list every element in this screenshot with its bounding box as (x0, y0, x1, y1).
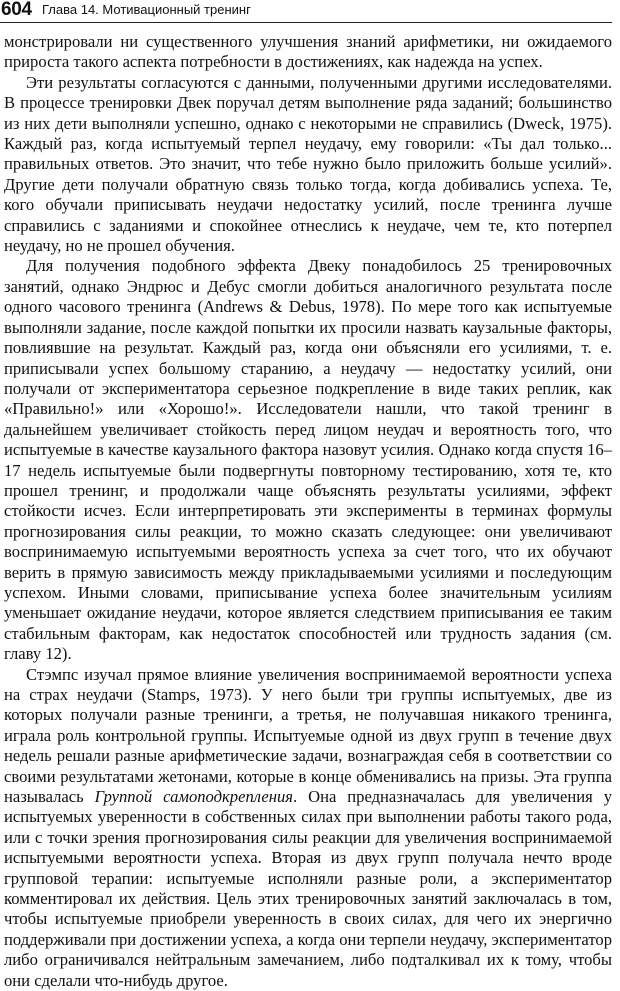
paragraph-2: Эти результаты согласуются с данными, полученными другими исследователями. В процессе тренировки Двек поручал детям выполнение ряда заданий; большинство из них дети выполняли успешно, однако с некоторыми не справились (Dweck, 1975). Каждый раз, когда испытуемый терпел неудачу, ему говорили: «Ты дал только... правильных ответов. Это значит, что тебе нужно было приложить больше усилий». Другие дети получали обратную связь только тогда, когда добивались успеха. Те, кого обучали приписывать неудачи недостатку усилий, после тренинга лучше справились с заданиями и спокойнее отнеслись к неудаче, чем те, кто потерпел неудачу, но не прошел обучения. (4, 72, 612, 256)
running-header (0, 0, 612, 23)
paragraph-3: Для получения подобного эффекта Двеку понадобилось 25 тренировочных занятий, однако Эндрюс и Дебус смогли добиться аналогичного результата после одного часового тренинга (Andrews & Debus, 1978). По мере того как испытуемые выполняли задание, после каждой попытки их просили назвать каузальные факторы, повлиявшие на результат. Каждый раз, когда они объясняли его усилиями, т. е. приписывали успех большому старанию, а неудачу — недостатку усилий, они получали от экспериментатора серьезное подкрепление в виде таких реплик, как «Правильно!» или «Хорошо!». Исследователи нашли, что такой тренинг в дальнейшем увеличивает стойкость перед лицом неудач и вероятность того, что испытуемые в качестве каузального фактора назовут усилия. Однако когда спустя 16–17 недель испытуемые были подвергнуты повторному тестированию, хотя те, кто прошел тренинг, и продолжали чаще объяснять результаты усилиями, эффект стойкости исчез. Если интерпретировать эти эксперименты в терминах формулы прогнозирования силы реакции, то можно сказать следующее: они увеличивают воспринимаемую испытуемыми вероятность успеха за счет того, что их обучают верить в прямую зависимость между прикладываемыми усилиями и последующим успехом. Иными словами, приписывание успеха более значительным усилиям уменьшает ожидание неудачи, которое является следствием приписывания ее таким стабильным факторам, как недостаток способностей или трудность задания (см. главу 12). (4, 256, 612, 664)
chapter-title: Глава 14. Мотивационный тренинг (42, 2, 251, 17)
paragraph-4-part-2: . Она предназначалась для увеличения у испытуемых уверенности в собственных силах при выполнении работы такого рода, или с точки зрения прогнозирования силы реакции для увеличения воспринимаемой испытуемыми вероятности успеха. Вторая из двух групп получала нечто вроде групповой терапии: испытуемые исполняли разные роли, а экспериментатор комментировал их действия. Цель этих тренировочных занятий заключалась в том, чтобы испытуемые приобрели уверенность в своих силах, для чего их энергично поддерживали при достижении успеха, а когда они терпели неудачу, экспериментатор либо ограничивался нейтральным замечанием, либо подталкивал их к тому, чтобы они сделали что-нибудь другое. (4, 787, 612, 990)
paragraph-4-part-1: Стэмпс изучал прямое влияние увеличения воспринимаемой вероятности успеха на страх неудачи (Stamps, 1973). У него были три группы испытуемых, две из которых получали разные тренинги, а третья, не получавшая никакого тренинга, играла роль контрольной группы. Испытуемые одной из двух групп в течение двух недель решали разные арифметические задачи, вознаграждая себя в соответствии со своими результатами жетонами, которые в конце обменивались на призы. Эта группа называлась (4, 664, 612, 807)
page-number: 604 (1, 0, 32, 20)
body-text (4, 32, 612, 991)
paragraph-1: монстрировали ни существенного улучшения знаний арифметики, ни ожидаемого прироста такого аспекта потребности в достижениях, как надежда на успех. (4, 32, 612, 72)
group-name-italic: Группой самоподкрепления (94, 787, 294, 807)
paragraph-4 (4, 665, 612, 991)
